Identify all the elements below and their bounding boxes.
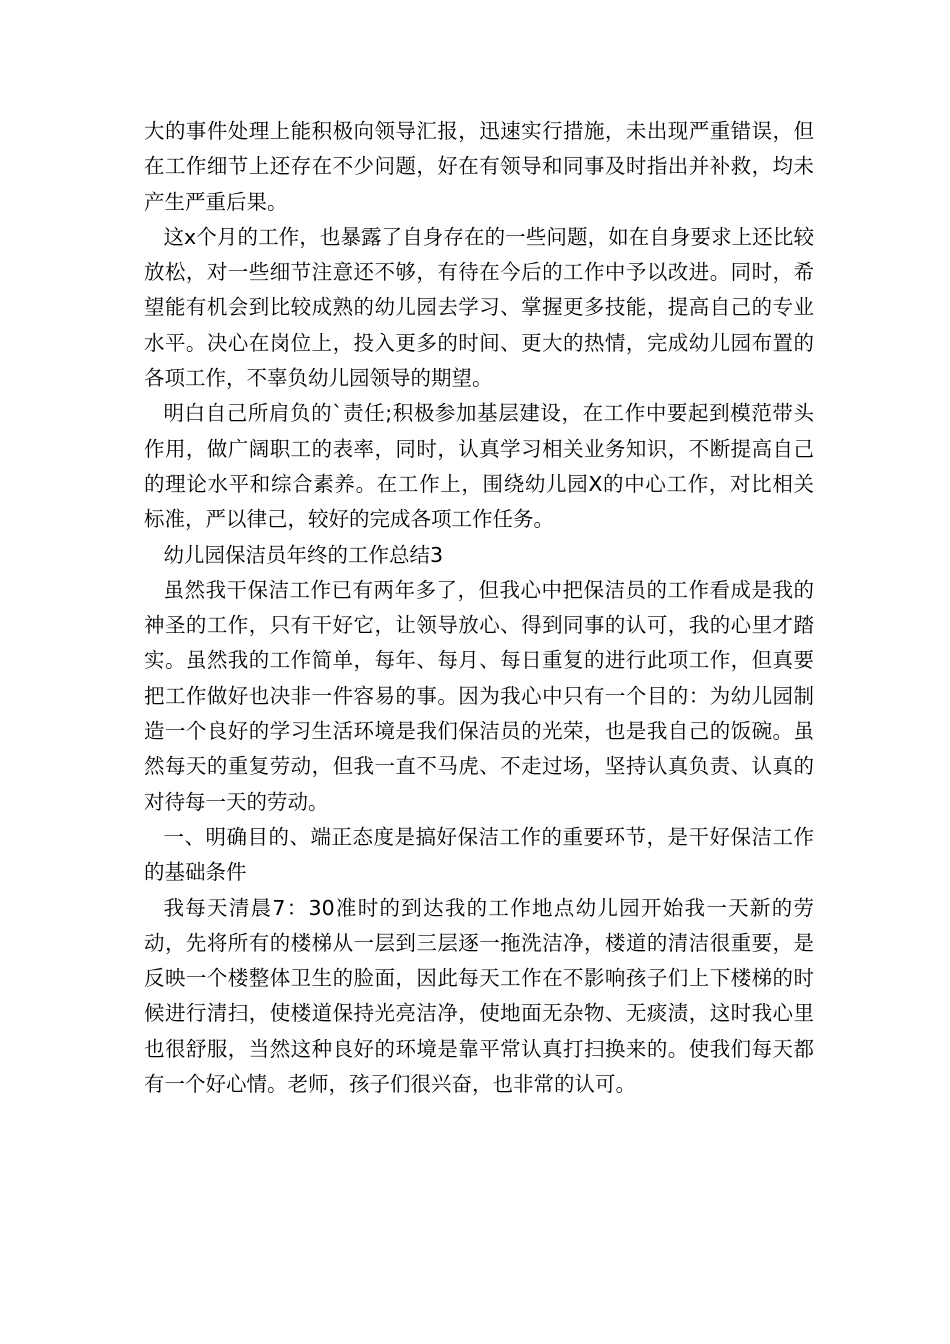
paragraph-2: 这x个月的工作，也暴露了自身存在的一些问题，如在自身要求上还比较放松，对一些细节注意还不够，有待在今后的工作中予以改进。同时，希望能有机会到比较成熟的幼儿园去学习、掌握更多技能，提高自己的专业水平。决心在岗位上，投入更多的时间、更大的热情，完成幼儿园布置的各项工作，不辜负幼儿园领导的期望。 (144, 224, 814, 391)
paragraph-4: 虽然我干保洁工作已有两年多了，但我心中把保洁员的工作看成是我的神圣的工作，只有干好它，让领导放心、得到同事的认可，我的心里才踏实。虽然我的工作简单，每年、每月、每日重复的进行此项工作，但真要把工作做好也决非一件容易的事。因为我心中只有一个目的：为幼儿园制造一个良好的学习生活环境是我们保洁员的光荣，也是我自己的饭碗。虽然每天的重复劳动，但我一直不马虎、不走过场，坚持认真负责、认真的对待每一天的劳动。 (144, 577, 814, 814)
paragraph-5: 一、明确目的、端正态度是搞好保洁工作的重要环节，是干好保洁工作的基础条件 (144, 824, 814, 885)
section-heading: 幼儿园保洁员年终的工作总结3 (163, 542, 444, 567)
paragraph-3: 明白自己所肩负的`责任;积极参加基层建设，在工作中要起到模范带头作用，做广阔职工的表率，同时，认真学习相关业务知识，不断提高自己的理论水平和综合素养。在工作上，围绕幼儿园X的中心工作，对比相关标准，严以律己，较好的完成各项工作任务。 (144, 401, 814, 532)
paragraph-1: 大的事件处理上能积极向领导汇报，迅速实行措施，未出现严重错误，但在工作细节上还存在不少问题，好在有领导和同事及时指出并补救，均未产生严重后果。 (144, 119, 814, 214)
document-body (144, 114, 814, 1102)
paragraph-6: 我每天清晨7：30准时的到达我的工作地点幼儿园开始我一天新的劳动，先将所有的楼梯从一层到三层逐一拖洗洁净，楼道的清洁很重要，是反映一个楼整体卫生的脸面，因此每天工作在不影响孩子们上下楼梯的时候进行清扫，使楼道保持光亮洁净，使地面无杂物、无痰渍，这时我心里也很舒服，当然这种良好的环境是靠平常认真打扫换来的。使我们每天都有一个好心情。老师，孩子们很兴奋，也非常的认可。 (144, 895, 814, 1097)
